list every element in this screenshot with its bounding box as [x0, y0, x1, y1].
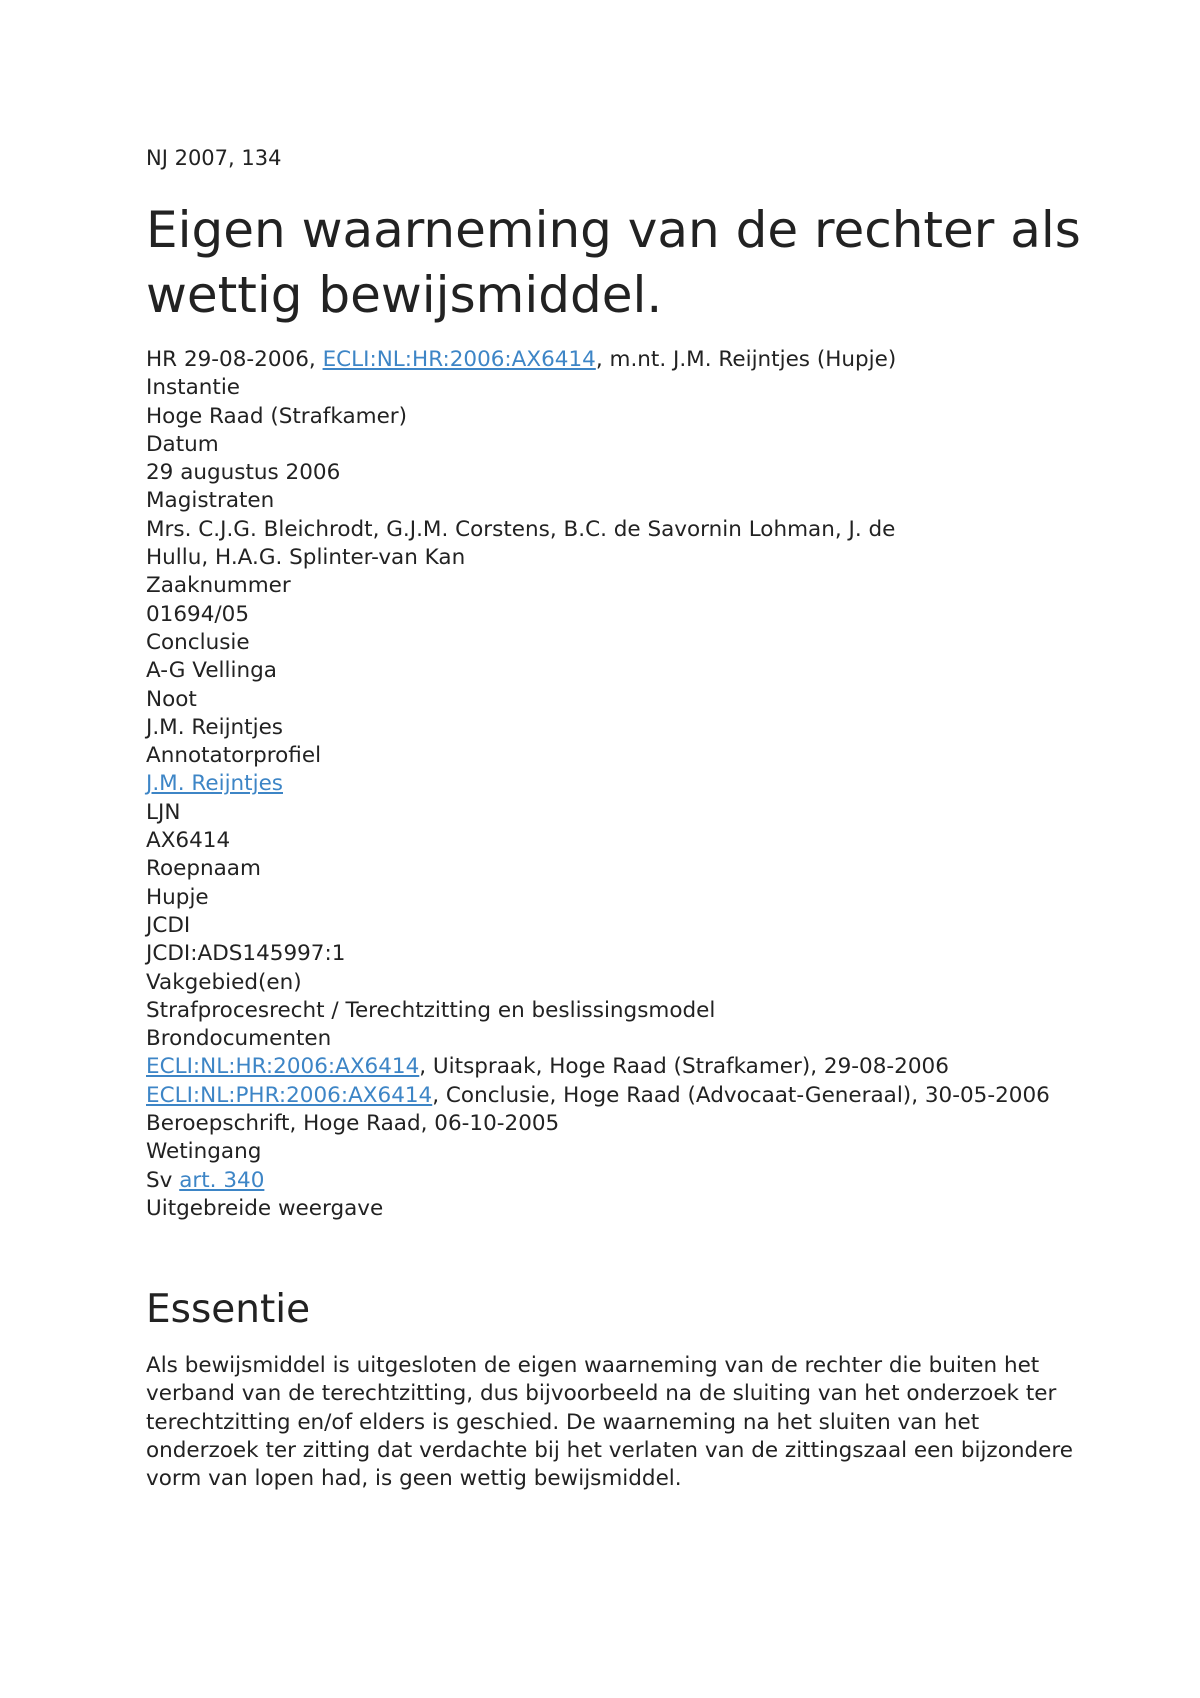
roepnaam-value: Hupje — [146, 884, 209, 910]
ljn-value: AX6414 — [146, 828, 231, 854]
ljn-label: LJN — [146, 799, 181, 825]
jcdi-value: JCDI:ADS145997:1 — [146, 941, 346, 967]
conclusie-label: Conclusie — [146, 629, 250, 655]
vakgebied-value: Strafprocesrecht / Terechtzitting en beslissingsmodel — [146, 997, 716, 1023]
magistraten-label: Magistraten — [146, 488, 275, 514]
zaaknummer-value: 01694/05 — [146, 601, 249, 627]
citation-suffix: , m.nt. J.M. Reijntjes (Hupje) — [595, 347, 897, 372]
datum-label: Datum — [146, 431, 219, 457]
zaaknummer-label: Zaaknummer — [146, 573, 291, 599]
case-metadata — [146, 346, 1086, 1223]
bron1-text: , Uitspraak, Hoge Raad (Strafkamer), 29-08-2006 — [419, 1054, 949, 1080]
citation-line — [146, 346, 1086, 374]
annotator-line — [146, 770, 1086, 798]
bron-item-conclusie — [146, 1082, 1066, 1110]
publication-reference: NJ 2007, 134 — [146, 146, 282, 170]
instantie-value: Hoge Raad (Strafkamer) — [146, 403, 408, 429]
wetingang-line — [146, 1167, 1086, 1195]
instantie-label: Instantie — [146, 375, 241, 401]
uitgebreide-weergave: Uitgebreide weergave — [146, 1195, 384, 1221]
magistraten-value: Mrs. C.J.G. Bleichrodt, G.J.M. Corstens, B.C. de Savornin Lohman, J. de Hullu, H.A.G. Splinter-van Kan — [146, 516, 896, 571]
page-title: Eigen waarneming van de rechter als wettig bewijsmiddel. — [146, 201, 1081, 324]
essentie-heading: Essentie — [146, 1287, 311, 1332]
wetingang-label: Wetingang — [146, 1139, 262, 1165]
vakgebied-label: Vakgebied(en) — [146, 969, 302, 995]
annotator-label: Annotatorprofiel — [146, 743, 322, 769]
jcdi-label: JCDI — [146, 912, 191, 938]
noot-label: Noot — [146, 686, 197, 712]
noot-value: J.M. Reijntjes — [146, 714, 283, 740]
bron1-link[interactable]: ECLI:NL:HR:2006:AX6414 — [146, 1054, 420, 1080]
wetingang-link[interactable]: art. 340 — [179, 1167, 265, 1193]
citation-prefix: HR 29-08-2006, — [146, 347, 323, 372]
brondocumenten-label: Brondocumenten — [146, 1026, 332, 1052]
datum-value: 29 augustus 2006 — [146, 460, 341, 486]
wetingang-prefix: Sv — [146, 1167, 180, 1193]
bron2-text: , Conclusie, Hoge Raad (Advocaat-Generaal), 30-05-2006 — [432, 1082, 1050, 1108]
bron2-link[interactable]: ECLI:NL:PHR:2006:AX6414 — [146, 1082, 433, 1108]
conclusie-value: A-G Vellinga — [146, 658, 277, 684]
bron-item-beroepschrift: Beroepschrift, Hoge Raad, 06-10-2005 — [146, 1111, 560, 1137]
roepnaam-label: Roepnaam — [146, 856, 261, 882]
ecli-link[interactable]: ECLI:NL:HR:2006:AX6414 — [322, 347, 596, 372]
essentie-body: Als bewijsmiddel is uitgesloten de eigen waarneming van de rechter die buiten het verband van de terechtzitting, dus bijvoorbeeld na de sluiting van het onderzoek ter terechtzitting en/of elders is geschied. De waarneming na het sluiten van het onderzoek ter zitting dat verdachte bij het verlaten van de zittingszaal een bijzondere vorm van lopen had, is geen wettig bewijsmiddel. — [146, 1353, 1073, 1492]
bron-item-uitspraak — [146, 1053, 1086, 1081]
annotator-link[interactable]: J.M. Reijntjes — [146, 771, 283, 797]
